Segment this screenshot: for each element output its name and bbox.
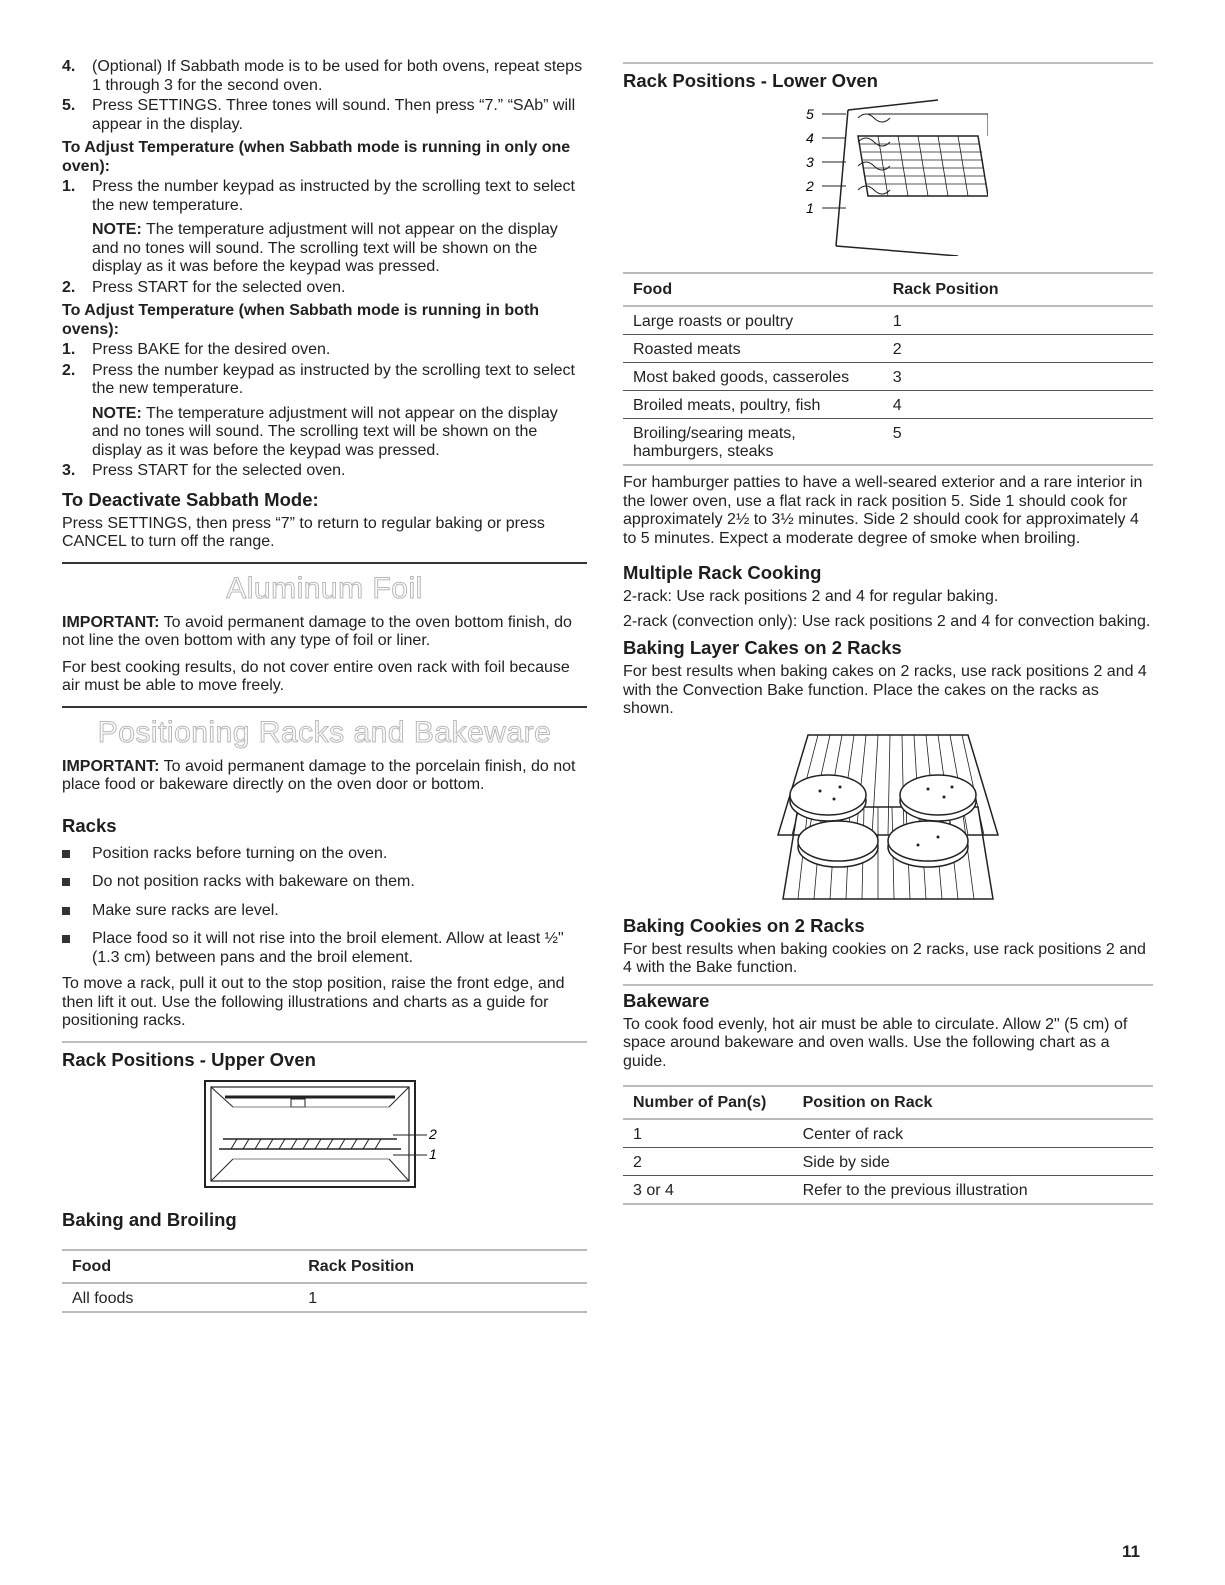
column-header: Position on Rack — [793, 1086, 1153, 1119]
note: NOTE: The temperature adjustment will not appear on the display and no tones will sound. The scrolling text will be shown on the display as it was before the keypad was pressed. — [92, 404, 558, 459]
table-row — [623, 363, 1153, 391]
multiple-rack-line: 2-rack (convection only): Use rack positions 2 and 4 for convection baking. — [623, 612, 1151, 630]
table-row — [623, 391, 1153, 419]
foil-text: For best cooking results, do not cover entire oven rack with foil because air must be able to move freely. — [62, 658, 570, 694]
column-header: Rack Position — [883, 273, 1153, 306]
note: NOTE: The temperature adjustment will not appear on the display and no tones will sound. The scrolling text will be shown on the display as it was before the keypad was pressed. — [92, 221, 558, 275]
column-header: Number of Pan(s) — [623, 1086, 793, 1119]
left-column — [62, 58, 587, 1313]
rack-label: 3 — [806, 154, 814, 170]
list-item: Position racks before turning on the oven. — [62, 845, 587, 864]
list-item: Place food so it will not rise into the broil element. Allow at least ½" (1.3 cm) between pans and the broil element. — [62, 930, 587, 967]
page-number: 11 — [1122, 1542, 1140, 1561]
racks-list — [62, 845, 587, 968]
column-header: Food — [623, 273, 883, 306]
positioning-important: IMPORTANT: To avoid permanent damage to the porcelain finish, do not place food or bakeware directly on the oven door or bottom. — [62, 757, 576, 793]
divider — [62, 562, 587, 564]
divider — [623, 984, 1153, 986]
foil-important: IMPORTANT: To avoid permanent damage to the oven bottom finish, do not line the oven bottom with any type of foil or liner. — [62, 613, 572, 649]
table-row — [623, 306, 1153, 335]
list-item: Make sure racks are level. — [62, 902, 587, 921]
move-rack-text: To move a rack, pull it out to the stop position, raise the front edge, and then lift it out. Use the following illustrations and charts as a guide for positioning racks. — [62, 975, 565, 1029]
rack-label: 5 — [806, 106, 814, 122]
table-row — [623, 1176, 1153, 1205]
step-item: 2. Press START for the selected oven. — [62, 278, 346, 296]
table-cell: 2 — [623, 1148, 793, 1176]
divider — [623, 62, 1153, 64]
table-cell: 4 — [883, 391, 1153, 419]
deactivate-heading: To Deactivate Sabbath Mode: — [62, 488, 319, 510]
step-item: 4. (Optional) If Sabbath mode is to be used for both ovens, repeat steps 1 through 3 for the second oven. — [62, 58, 583, 94]
racks-heading: Racks — [62, 814, 117, 836]
layer-cakes-heading: Baking Layer Cakes on 2 Racks — [623, 637, 902, 658]
multiple-rack-heading: Multiple Rack Cooking — [623, 562, 822, 583]
step-item: 1. Press the number keypad as instructed by the scrolling text to select the new temperature. — [62, 178, 575, 214]
cookies-text: For best results when baking cookies on 2 racks, use rack positions 2 and 4 with the Bake function. — [623, 940, 1146, 976]
bakeware-heading: Bakeware — [623, 989, 710, 1011]
table-row — [623, 419, 1153, 466]
table-row — [62, 1283, 587, 1312]
table-cell: 1 — [883, 306, 1153, 335]
layer-cakes-text: For best results when baking cakes on 2 racks, use rack positions 2 and 4 with the Convection Bake function. Place the cakes on the racks as shown. — [623, 663, 1147, 717]
table-cell: 1 — [623, 1119, 793, 1148]
cookies-heading: Baking Cookies on 2 Racks — [623, 914, 865, 936]
upper-oven-heading: Rack Positions - Upper Oven — [62, 1048, 316, 1070]
table-row — [623, 335, 1153, 363]
upper-oven-illustration — [195, 1075, 455, 1195]
table-cell: Large roasts or poultry — [623, 306, 883, 335]
divider — [62, 706, 587, 708]
lower-oven-illustration — [788, 96, 988, 256]
baking-broiling-heading: Baking and Broiling — [62, 1208, 237, 1230]
deactivate-text: Press SETTINGS, then press “7” to return to regular baking or press CANCEL to turn off the range. — [62, 514, 545, 550]
right-column — [623, 58, 1153, 1205]
rack-label: 2 — [806, 178, 814, 194]
table-cell: 2 — [883, 335, 1153, 363]
adjust-both-heading: To Adjust Temperature (when Sabbath mode is running in both ovens): — [62, 302, 540, 338]
bakeware-text: To cook food evenly, hot air must be able to circulate. Allow 2" (5 cm) of space around bakeware and oven walls. Use the following chart as a guide. — [623, 1015, 1128, 1070]
table-cell: Broiling/searing meats, hamburgers, steaks — [623, 419, 883, 466]
multiple-rack-line: 2-rack: Use rack positions 2 and 4 for regular baking. — [623, 588, 999, 605]
table-cell: All foods — [62, 1283, 298, 1312]
table-cell: Broiled meats, poultry, fish — [623, 391, 883, 419]
list-item: Do not position racks with bakeware on them. — [62, 873, 587, 892]
table-row — [623, 1119, 1153, 1148]
step-item: 2. Press the number keypad as instructed by the scrolling text to select the new temperature. — [62, 361, 575, 397]
table-cell: Side by side — [793, 1148, 1153, 1176]
table-cell: Roasted meats — [623, 335, 883, 363]
rack-label: 1 — [806, 200, 814, 216]
foil-section-title: Aluminum Foil — [226, 571, 423, 605]
lower-oven-heading: Rack Positions - Lower Oven — [623, 70, 878, 91]
rack-label: 1 — [428, 1145, 437, 1162]
table-row — [623, 1148, 1153, 1176]
adjust-one-heading: To Adjust Temperature (when Sabbath mode is running in only one oven): — [62, 139, 571, 175]
table-cell: 3 or 4 — [623, 1176, 793, 1205]
table-cell: Most baked goods, casseroles — [623, 363, 883, 391]
divider — [62, 1041, 587, 1043]
upper-oven-table — [62, 1249, 587, 1313]
step-item: 1. Press BAKE for the desired oven. — [62, 341, 331, 358]
table-cell: 3 — [883, 363, 1153, 391]
column-header: Rack Position — [298, 1250, 587, 1283]
step-item: 5. Press SETTINGS. Three tones will sound. Then press “7.” “SAb” will appear in the display. — [62, 97, 576, 133]
rack-label: 2 — [428, 1125, 437, 1142]
lower-oven-table — [623, 272, 1153, 466]
hamburger-text: For hamburger patties to have a well-seared exterior and a rare interior in the lower oven, use a flat rack in rack position 5. Side 1 should cook for approximately 2½ to 3½ minutes. Side 2 should cook for approximately 4 to 5 minutes. Expect a moderate degree of smoke when broiling. — [623, 474, 1143, 547]
positioning-section-title: Positioning Racks and Bakeware — [97, 715, 552, 749]
rack-label: 4 — [806, 130, 814, 146]
table-cell: Center of rack — [793, 1119, 1153, 1148]
table-cell: 5 — [883, 419, 1153, 466]
table-cell: Refer to the previous illustration — [793, 1176, 1153, 1205]
layer-cakes-illustration — [768, 727, 1008, 907]
step-item: 3. Press START for the selected oven. — [62, 462, 346, 479]
column-header: Food — [62, 1250, 298, 1283]
sabbath-steps — [62, 58, 587, 134]
bakeware-table — [623, 1085, 1153, 1205]
table-cell: 1 — [298, 1283, 587, 1312]
